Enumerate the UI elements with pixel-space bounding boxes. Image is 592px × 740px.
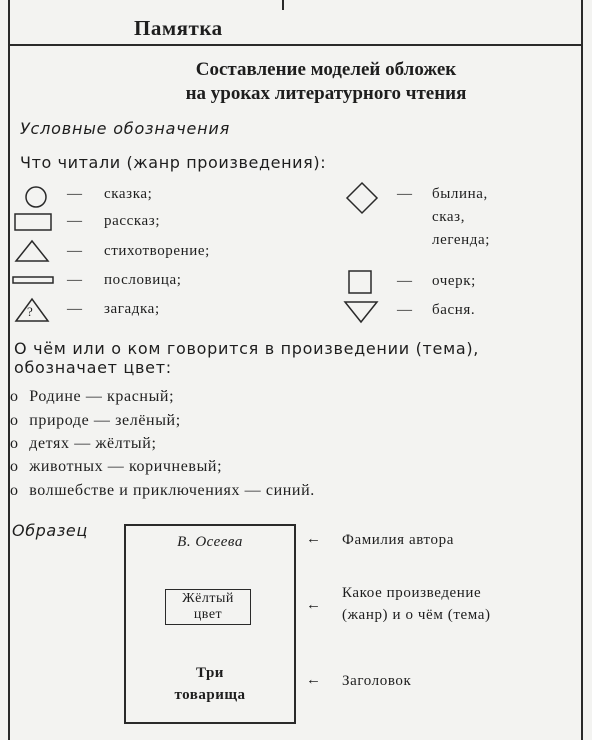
legend-label-tale: сказ, bbox=[432, 209, 466, 225]
bullet: о bbox=[10, 388, 19, 405]
topic-item: Родине — красный; bbox=[29, 388, 175, 405]
sample-color-line-1: Жёлтый bbox=[182, 591, 234, 606]
page-right-border bbox=[581, 0, 583, 740]
legend-label-legend: легенда; bbox=[432, 232, 491, 248]
genre-question: Что читали (жанр произведения): bbox=[20, 153, 327, 172]
bullet: о bbox=[10, 412, 19, 429]
list-item bbox=[10, 435, 157, 453]
sample-color-box bbox=[165, 589, 251, 625]
list-item bbox=[10, 412, 181, 430]
arrow-left-icon: ← bbox=[306, 597, 322, 613]
triangle-icon bbox=[14, 239, 52, 263]
sample-label: Образец bbox=[12, 521, 88, 540]
bullet: о bbox=[10, 458, 19, 475]
sample-heading-line-2: товарища bbox=[174, 687, 246, 703]
list-item bbox=[10, 482, 315, 500]
legend-label-fable: басня. bbox=[432, 302, 476, 318]
triangle-question-icon bbox=[14, 297, 52, 323]
pointer-author: Фамилия автора bbox=[342, 532, 454, 548]
page-left-border bbox=[8, 0, 10, 740]
dash: — bbox=[67, 301, 82, 317]
legend-label-fairytale: сказка; bbox=[104, 186, 153, 202]
circle-icon bbox=[24, 185, 48, 209]
legend-label-epic: былина, bbox=[432, 186, 488, 202]
dash: — bbox=[67, 243, 82, 259]
subtitle-line-1: Составление моделей обложек bbox=[195, 59, 457, 80]
subtitle-line-2: на уроках литературного чтения bbox=[185, 83, 467, 104]
arrow-left-icon: ← bbox=[306, 672, 322, 688]
arrow-left-icon: ← bbox=[306, 531, 322, 547]
inverted-triangle-icon bbox=[343, 300, 379, 324]
topic-question-line-1: О чём или о ком говорится в произведении (тема), bbox=[14, 339, 480, 358]
page-title: Памятка bbox=[134, 16, 223, 40]
legend-label-essay: очерк; bbox=[432, 273, 476, 289]
dash: — bbox=[67, 213, 82, 229]
pointer-genre-line-2: (жанр) и о чём (тема) bbox=[342, 607, 491, 623]
dash: — bbox=[397, 273, 412, 289]
question-mark: ? bbox=[27, 304, 33, 319]
legend-label-proverb: пословица; bbox=[104, 272, 182, 288]
title-rule bbox=[8, 44, 581, 46]
diamond-icon bbox=[345, 181, 379, 215]
topic-item: природе — зелёный; bbox=[29, 412, 181, 429]
dash: — bbox=[67, 272, 82, 288]
pointer-heading: Заголовок bbox=[342, 673, 412, 689]
topic-item: детях — жёлтый; bbox=[29, 435, 157, 452]
topic-item: животных — коричневый; bbox=[29, 458, 223, 475]
flat-bar-icon bbox=[12, 276, 56, 286]
list-item bbox=[10, 388, 174, 406]
sample-color-line-2: цвет bbox=[193, 607, 223, 622]
bullet: о bbox=[10, 482, 19, 499]
legend-label-riddle: загадка; bbox=[104, 301, 160, 317]
list-item bbox=[10, 458, 222, 476]
dash: — bbox=[397, 186, 412, 202]
sample-heading bbox=[126, 662, 294, 706]
sample-heading-line-1: Три bbox=[196, 665, 224, 681]
pointer-genre-line-1: Какое произведение bbox=[342, 585, 482, 601]
dash: — bbox=[397, 302, 412, 318]
dash: — bbox=[67, 186, 82, 202]
topic-question-line-2: обозначает цвет: bbox=[14, 358, 172, 377]
page-subtitle bbox=[0, 58, 592, 106]
legend-label-poem: стихотворение; bbox=[104, 243, 210, 259]
rectangle-icon bbox=[14, 213, 54, 233]
page-top-mark bbox=[282, 0, 284, 10]
square-icon bbox=[347, 269, 375, 297]
bullet: о bbox=[10, 435, 19, 452]
sample-author: В. Осеева bbox=[177, 534, 243, 550]
topic-item: волшебстве и приключениях — синий. bbox=[29, 482, 315, 499]
legend-label-story: рассказ; bbox=[104, 213, 161, 229]
legend-heading: Условные обозначения bbox=[20, 119, 231, 138]
